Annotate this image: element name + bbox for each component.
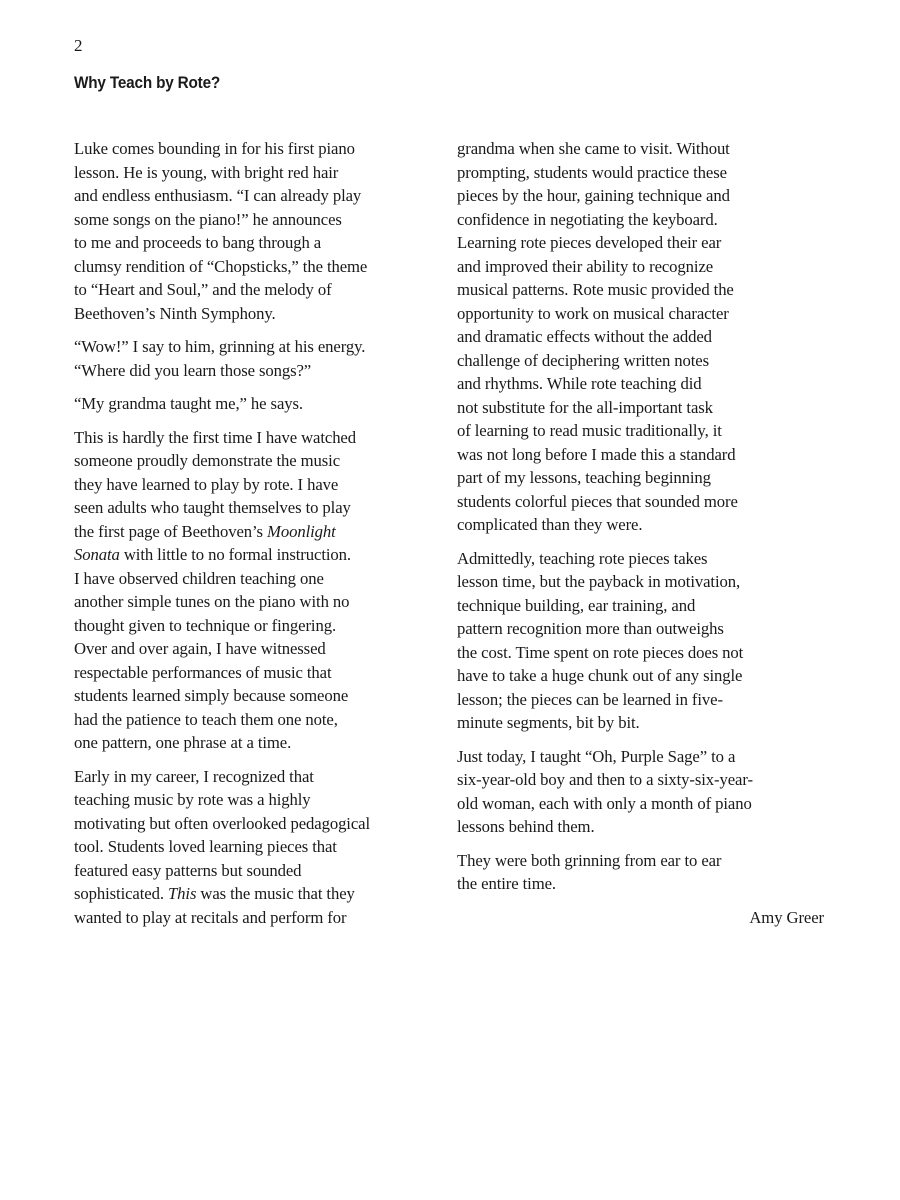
paragraph-just-today: Just today, I taught “Oh, Purple Sage” to a six-year-old boy and then to a sixty-six-year- old woman, each with only a month of piano lessons behind them. <box>457 746 753 836</box>
paragraph-grinning: They were both grinning from ear to ear the entire time. <box>457 850 722 893</box>
paragraph-admittedly: Admittedly, teaching rote pieces takes lesson time, but the payback in motivation, technique building, ear training, and pattern recognition more than outweighs the cost. Time spent on rote pieces does not have to take a huge chunk out of any single lesson; the pieces can be learned in five- minute segments, bit by bit. <box>457 548 744 732</box>
page-number: 2 <box>74 36 83 55</box>
paragraph-grandma: “My grandma taught me,” he says. <box>74 394 303 413</box>
paragraph-grandma-visit: grandma when she came to visit. Without prompting, students would practice these pieces by the hour, gaining technique and confidence in negotiating the keyboard. Learning rote pieces developed their ear and improved their ability to recognize musical patterns. Rote music provided the opportunity to work on musical character and dramatic effects without the added challenge of deciphering written notes and rhythms. While rote teaching did not substitute for the all-important task of learning to read music traditionally, it was not long before I made this a standard part of my lessons, teaching beginning students colorful pieces that sounded more complicated than they were. <box>457 139 738 534</box>
right-column <box>457 137 827 939</box>
paragraph-wow: “Wow!” I say to him, grinning at his energy. “Where did you learn those songs?” <box>74 337 366 380</box>
left-column <box>74 137 444 939</box>
italic-title: Sonata <box>74 545 120 564</box>
author-signature: Amy Greer <box>749 907 824 927</box>
italic-emphasis: This <box>167 884 197 903</box>
paragraph-early-career: Early in my career, I recognized that teaching music by rote was a highly motivating but often overlooked pedagogical tool. Students loved learning pieces that featured easy patterns but sounded sophisticated. This was the music that they wanted to play at recitals and perform for <box>74 766 370 927</box>
paragraph-rote-observations: This is hardly the first time I have watched someone proudly demonstrate the music they have learned to play by rote. I have seen adults who taught themselves to play the first page of Beethoven’s Moonlight Sonata with little to no formal instruction. I have observed children teaching one another simple tunes on the piano with no thought given to technique or fingering. Over and over again, I have witnessed respectable performances of music that students learned simply because someone had the patience to teach them one note, one pattern, one phrase at a time. <box>74 427 356 752</box>
italic-title: Moonlight <box>267 521 336 541</box>
paragraph-luke-intro: Luke comes bounding in for his first piano lesson. He is young, with bright red hair and endless enthusiasm. “I can already play some songs on the piano!” he announces to me and proceeds to bang through a clumsy rendition of “Chopsticks,” the theme to “Heart and Soul,” and the melody of Beethoven’s Ninth Symphony. <box>74 139 368 323</box>
page-heading: Why Teach by Rote? <box>74 73 221 92</box>
